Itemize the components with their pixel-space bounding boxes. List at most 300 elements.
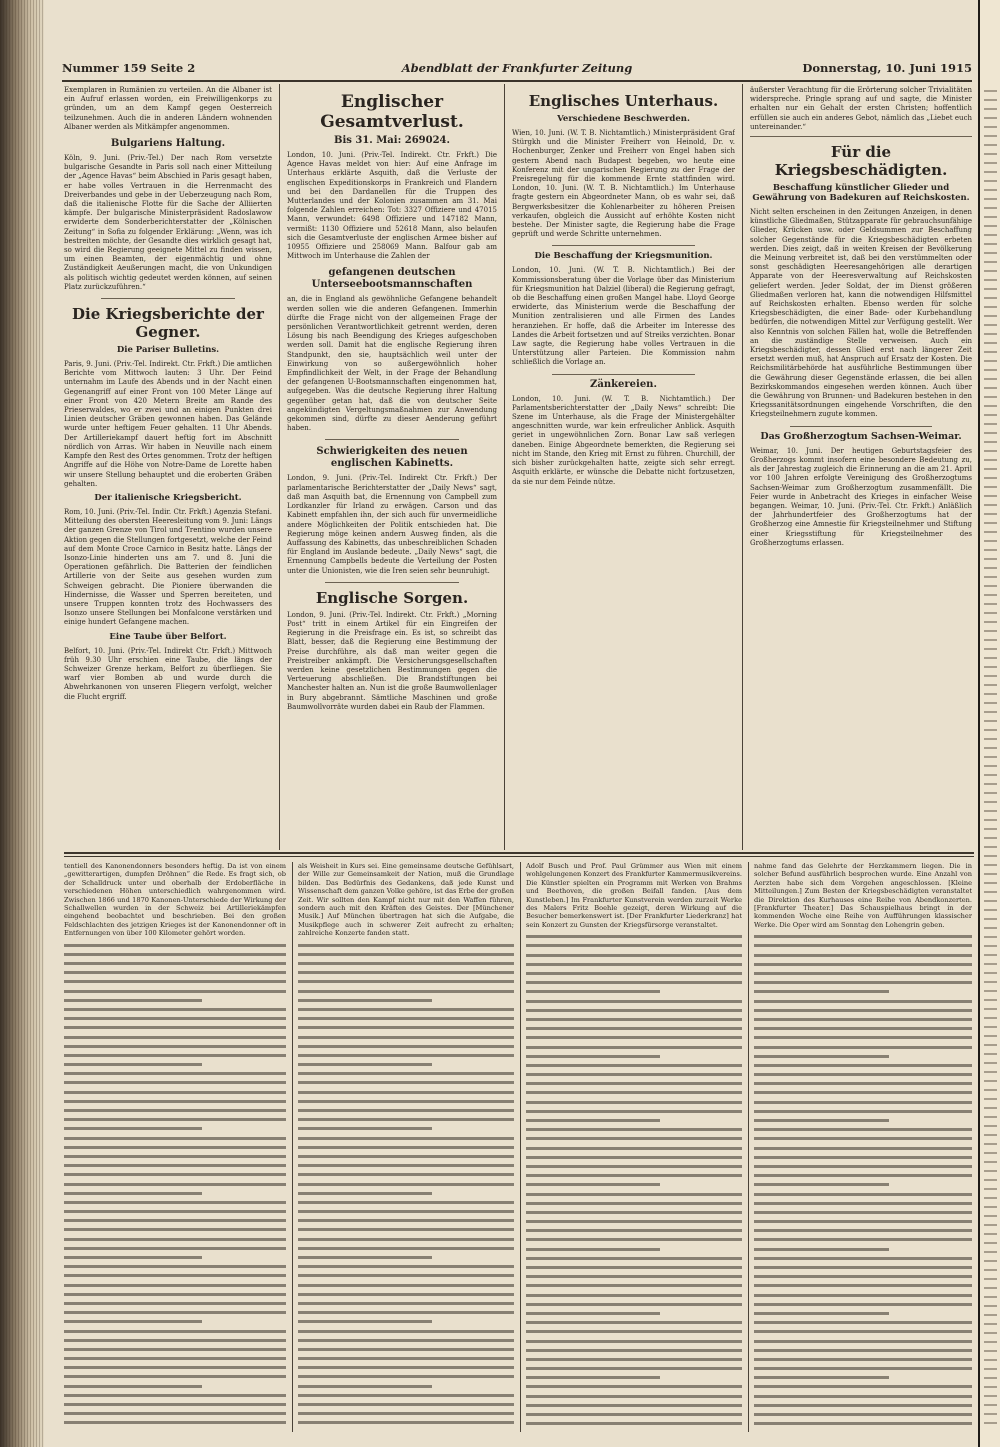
adjacent-page-line — [984, 567, 997, 569]
adjacent-page-line — [984, 90, 997, 92]
article-text: an, die in England als gewöhnliche Gefangene behandelt werden sollen wie die anderen Gefangenen. Immerhin dürfte die Frage nicht von der allgemeinen Frage der persönlichen Verantwortlichkeit getrennt werden, deren Lösung bis nach Beendigung des Krieges aufgeschoben werden soll. Damit hat die englische Regierung ihren Standpunkt, den sie, hauptsächlich weil unter der Einwirkung von so außergewöhnlich hoher Empfindlichkeit der Welt, in der Frage der Behandlung der gefangenen U-Bootsmannschaften eingenommen hat, aufgegeben. Was die deutsche Regierung ihrer Haltung gegenüber getan hat, daß die von deutscher Seite angekündigten Vergeltungsmaßnahmen zur Anwendung gekommen sind, dürfte zu dieser Aenderung geführt haben. — [287, 295, 497, 433]
text-line — [298, 1208, 514, 1216]
adjacent-page-line — [984, 990, 997, 992]
adjacent-page-line — [984, 1215, 997, 1217]
text-line — [526, 1282, 742, 1290]
adjacent-page-line — [984, 1197, 997, 1199]
adjacent-page-line — [984, 117, 997, 119]
adjacent-page-line — [984, 486, 997, 488]
text-line — [298, 960, 514, 968]
text-line — [526, 1099, 742, 1107]
column-2 — [287, 86, 497, 848]
text-line — [64, 1337, 286, 1345]
text-line — [64, 1107, 286, 1115]
article-text: London, 9. Juni. (Priv.-Tel. Indirekt. Ctr. Frkft.) „Morning Post“ tritt in einem Artikel für ein Eingreifen der Regierung in die Preisfrage ein. Es ist, so schreibt das Blatt, besser, daß die Regierung eine Bestimmung der Preise durchführe, als daß man weiter gegen die Preistreiber ankämpft. Die Versicherungsgesellschaften werden keine gesetzlichen Bestimmungen gegen die Verteuerung abschließen. Die Brandstiftungen bei Manchester halten an. Nun ist die große Baumwollenlager in Bury abgebrannt. Sämtliche Maschinen und große Baumwollvorräte wurden dabei ein Raub der Flammen. — [287, 610, 497, 711]
text-line — [64, 1171, 286, 1179]
text-line — [298, 1309, 514, 1317]
adjacent-page-line — [984, 918, 997, 920]
text-line — [754, 1338, 972, 1346]
text-line — [298, 1383, 432, 1391]
adjacent-page-line — [984, 594, 997, 596]
adjacent-page-line — [984, 963, 997, 965]
text-line — [64, 1079, 286, 1087]
text-line — [754, 1301, 972, 1309]
text-line — [526, 1181, 660, 1189]
text-line — [298, 1392, 514, 1400]
text-line — [298, 1061, 432, 1069]
text-line — [526, 1071, 742, 1079]
text-line — [298, 1410, 514, 1418]
text-line — [64, 1309, 286, 1317]
text-line — [64, 1263, 286, 1271]
text-line — [754, 1080, 972, 1088]
text-line — [526, 1420, 742, 1428]
text-line — [64, 1043, 286, 1051]
text-line — [526, 1236, 742, 1244]
subheadline-prosthetics: Beschaffung künstlicher Glieder und Gewährung von Badekuren auf Reichskosten. — [752, 183, 970, 204]
adjacent-page-line — [984, 153, 997, 155]
text-line — [64, 1125, 202, 1133]
adjacent-page-line — [984, 891, 997, 893]
headline-war-disabled: Für die Kriegsbeschädigten. — [774, 143, 948, 180]
adjacent-page-line — [984, 846, 997, 848]
adjacent-page-line — [984, 1161, 997, 1163]
adjacent-page-line — [984, 189, 997, 191]
column-rule — [748, 862, 749, 1432]
text-line — [754, 1420, 972, 1428]
column-3 — [512, 86, 735, 848]
text-line — [754, 1402, 972, 1410]
adjacent-page-line — [984, 774, 997, 776]
adjacent-page-line — [984, 999, 997, 1001]
adjacent-page-line — [984, 432, 997, 434]
feuilleton-column-2 — [298, 862, 514, 1432]
adjacent-page-line — [984, 1053, 997, 1055]
adjacent-page-line — [984, 225, 997, 227]
headline-saxe-weimar: Das Großherzogtum Sachsen-Weimar. — [760, 430, 962, 442]
adjacent-page-edge — [978, 0, 1000, 1447]
text-line — [754, 1209, 972, 1217]
text-line — [754, 1145, 972, 1153]
adjacent-page-line — [984, 1359, 997, 1361]
adjacent-page-line — [984, 720, 997, 722]
column-1 — [64, 86, 272, 848]
text-line — [298, 1052, 514, 1060]
text-line — [754, 1374, 889, 1382]
text-line — [754, 1099, 972, 1107]
text-line — [754, 1218, 972, 1226]
masthead — [62, 58, 972, 82]
feuilleton-column-1 — [64, 862, 286, 1432]
article-continuation: äußerster Verachtung für die Erörterung solcher Trivialitäten widerspreche. Pringle sprang auf und sagte, die Minister erhalten nur ein Gehalt der ersten Christen; hoffentlich erfüllen sie auch ein anderes Gebot, nämlich das „Liebet euch untereinander.“ — [750, 86, 972, 131]
text-line — [754, 1264, 972, 1272]
text-line — [64, 1383, 202, 1391]
text-line — [754, 1383, 972, 1391]
adjacent-page-line — [984, 684, 997, 686]
text-line — [754, 1108, 972, 1116]
adjacent-page-line — [984, 99, 997, 101]
text-line — [526, 1080, 742, 1088]
adjacent-page-line — [984, 1314, 997, 1316]
text-line — [298, 1291, 514, 1299]
adjacent-page-line — [984, 810, 997, 812]
text-line — [298, 1419, 514, 1427]
text-line — [526, 1089, 742, 1097]
text-line — [64, 1162, 286, 1170]
adjacent-page-line — [984, 1296, 997, 1298]
text-line — [754, 1411, 972, 1419]
adjacent-page-line — [984, 261, 997, 263]
adjacent-page-line — [984, 1224, 997, 1226]
text-line — [298, 1070, 514, 1078]
adjacent-page-line — [984, 342, 997, 344]
adjacent-page-line — [984, 1350, 997, 1352]
adjacent-page-line — [984, 1260, 997, 1262]
headline-english-worries: Englische Sorgen. — [315, 588, 469, 607]
adjacent-page-line — [984, 549, 997, 551]
text-line — [526, 1172, 742, 1180]
article-text: Rom, 10. Juni. (Priv.-Tel. Indir. Ctr. Frkft.) Agenzia Stefani. Mitteilung des obersten Heeresleitung vom 9. Juni: Längs der ganzen Grenze von Tirol und Trentino wurden unsere Aktion gegen die Stellungen fortgesetzt, welche der Feind auf dem Monte Croce Carnico in Besitz hatte. Längs der Isonzo-Linie hinderten uns am 7. und 8. Juni die Operationen gefährlich. Die Batterien der feindlichen Artillerie von der Seite aus gesehen wurden zum Schweigen gebracht. Die Pioniere überwanden die Hindernisse, die Wasser und Sperren bereiteten, und unsere Truppen konnten trotz des Hochwassers des Isonzo unsere Stellungen bei Monfalcone verstärken und einige hundert Gefangene machen. — [64, 507, 272, 627]
adjacent-page-line — [984, 324, 997, 326]
article-text: London, 10. Juni. (W. T. B. Nichtamtlich.) Der Parlamentsberichterstatter der „Daily News“ schreibt: Die Szene im Unterhause, als die Frage der Ministergehälter angeschnitten wurde, war kein erfreulicher Anblick. Asquith geriet in ungewöhnlichen Zorn. Bonar Law saß verlegen daneben. Einige Abgeordnete bemerkten, die Regierung sei nicht im Stande, den Krieg mit Ernst zu führen. Churchill, der sich bisher zurückgehalten hatte, zeigte sich sehr erregt. Asquith erklärte, er wünsche die Debatte nicht fortzusetzen, da sie nur dem Feinde nütze. — [512, 394, 735, 486]
adjacent-page-line — [984, 666, 997, 668]
text-line — [526, 1062, 742, 1070]
adjacent-page-line — [984, 459, 997, 461]
adjacent-page-line — [984, 693, 997, 695]
text-line — [754, 1053, 889, 1061]
adjacent-page-line — [984, 603, 997, 605]
adjacent-page-line — [984, 657, 997, 659]
text-line — [754, 1163, 972, 1171]
text-line — [754, 952, 972, 960]
text-line — [64, 1190, 202, 1198]
text-line — [298, 1318, 432, 1326]
text-line — [64, 978, 286, 986]
text-line — [754, 1319, 972, 1327]
adjacent-page-line — [984, 1080, 997, 1082]
adjacent-page-line — [984, 207, 997, 209]
text-line — [754, 1135, 972, 1143]
adjacent-page-line — [984, 1413, 997, 1415]
adjacent-page-line — [984, 1278, 997, 1280]
text-line — [64, 942, 286, 950]
adjacent-page-line — [984, 1026, 997, 1028]
text-line — [298, 1089, 514, 1097]
text-line — [526, 1255, 742, 1263]
text-line — [298, 1153, 514, 1161]
adjacent-page-line — [984, 972, 997, 974]
text-line — [526, 1154, 742, 1162]
adjacent-page-line — [984, 333, 997, 335]
text-line — [298, 1401, 514, 1409]
divider — [325, 582, 459, 583]
text-line — [64, 1226, 286, 1234]
adjacent-page-line — [984, 144, 997, 146]
text-line — [298, 1190, 432, 1198]
text-line — [64, 1006, 286, 1014]
text-line — [298, 1245, 514, 1253]
adjacent-page-line — [984, 1368, 997, 1370]
article-text: Nicht selten erscheinen in den Zeitungen Anzeigen, in denen künstliche Gliedmaßen, Stützapparate für gebrauchsunfähige Glieder, Krücken usw. oder Geldsummen zur Beschaffung solcher Gegenstände für die Kriegsbeschädigten erbeten werden. Dies zeigt, daß in weiten Kreisen der Bevölkerung die Meinung verbreitet ist, daß bei den verstümmelten oder sonst geschädigten Heeresangehörigen alle derartigen Apparate von der Heeresverwaltung auf Reichskosten geliefert werden. Jeder Soldat, der im Dienst größeren Gliedmaßen verloren hat, kann die notwendigen Hilfsmittel auf Reichskosten erhalten. Ebenso werden für solche Kriegsbeschädigten, die einer Bade- oder Kurbehandlung bedürfen, die notwendigen Mittel zur Verfügung gestellt. Wer also Kenntnis von solchen Fällen hat, wolle die Betreffenden an die zuständige Stelle verweisen. Auch ein Kriegsbeschädigter, dessen Glied erst nach längerer Zeit ersetzt werden muß, hat Anspruch auf Ersatz der Kosten. Die Reichsmilitärbehörde hat ausführliche Bestimmungen über die Gewährung dieser Gegenstände erlassen, die bei allen Bezirkskommandos eingesehen werden können. Auch über die Gewährung von Brunnen- und Badekuren bestehen in den Kriegssanitätsordnungen eingehende Vorschriften, die den Kriegsteilnehmern zugute kommen. — [750, 208, 972, 419]
adjacent-page-line — [984, 495, 997, 497]
text-line — [754, 998, 972, 1006]
adjacent-page-line — [984, 1233, 997, 1235]
adjacent-page-line — [984, 909, 997, 911]
text-line — [526, 1374, 660, 1382]
text-line — [526, 1402, 742, 1410]
adjacent-page-line — [984, 1098, 997, 1100]
adjacent-page-line — [984, 243, 997, 245]
column-rule — [504, 84, 505, 850]
text-line — [526, 1411, 742, 1419]
newspaper-title: Abendblatt der Frankfurter Zeitung — [401, 61, 633, 75]
text-line — [526, 1135, 742, 1143]
subheadline-total: Bis 31. Mai: 269024. — [334, 135, 450, 146]
adjacent-page-line — [984, 558, 997, 560]
headline-prisoners: gefangenen deutschen Unterseebootsmannschaften — [311, 267, 473, 291]
feuilleton-text: nahme fand das Gelehrte der Herzkammern liegen. Die in solcher Befund ausführlich besprochen wurde. Eine Anzahl von Aerzten habe sich dem Vorgehen angeschlossen. [Kleine Mitteilungen.] Zum Besten der Kriegsbeschädigten veranstaltet die Direktion des Kurhauses eine Reihe von Abendkonzerten. [Frankfurter Theater.] Das Schauspielhaus bringt in der kommenden Woche eine Reihe von Aufführungen klassischer Werke. Die Oper wird am Sonntag den Lohengrin geben. — [754, 862, 972, 929]
headline-english-losses: Englischer Gesamtverlust. — [320, 92, 464, 132]
adjacent-page-line — [984, 378, 997, 380]
divider — [750, 136, 972, 137]
adjacent-page-line — [984, 279, 997, 281]
issue-date: Donnerstag, 10. Juni 1915 — [802, 61, 972, 75]
adjacent-page-line — [984, 1143, 997, 1145]
text-line — [526, 1200, 742, 1208]
text-line — [526, 1365, 742, 1373]
text-line — [64, 1318, 202, 1326]
text-line — [64, 997, 202, 1005]
adjacent-page-line — [984, 765, 997, 767]
text-line — [754, 1273, 972, 1281]
text-line — [526, 1273, 742, 1281]
subheadline-quarrels: Zänkereien. — [590, 378, 657, 390]
text-line — [526, 1356, 742, 1364]
text-line — [754, 1292, 972, 1300]
adjacent-page-line — [984, 387, 997, 389]
feuilleton-rule — [64, 856, 974, 857]
text-line — [64, 1291, 286, 1299]
text-line — [64, 1373, 286, 1381]
text-line — [64, 969, 286, 977]
adjacent-page-line — [984, 531, 997, 533]
text-line — [754, 1393, 972, 1401]
adjacent-page-line — [984, 1170, 997, 1172]
text-line — [754, 1181, 889, 1189]
adjacent-page-line — [984, 252, 997, 254]
feuilleton-text: als Weisheit in Kurs sei. Eine gemeinsame deutsche Gefühlsart, der Wille zur Gemeinsamkeit der Nation, muß die Grundlage bilden. Das Bedürfnis des Gedankens, daß jede Kunst und Wissenschaft dem ganzen Volke gehöre, ist das Erbe der großen Zeit. Wir sollten den Kampf nicht nur mit den Waffen führen, sondern auch mit den Kräften des Geistes. Der [Münchener Musik.] Auf München übertragen hat sich die Aufgabe, die Musikpflege auch in schwerer Zeit aufrecht zu erhalten; zahlreiche Konzerte fanden statt. — [298, 862, 514, 938]
text-line — [64, 1245, 286, 1253]
headline-war-reports: Die Kriegsberichte der Gegner. — [72, 305, 264, 342]
text-line — [64, 1015, 286, 1023]
filler-lines — [298, 942, 514, 1428]
adjacent-page-line — [984, 585, 997, 587]
adjacent-page-line — [984, 477, 997, 479]
adjacent-page-line — [984, 396, 997, 398]
text-line — [526, 1053, 660, 1061]
text-line — [526, 1319, 742, 1327]
text-line — [64, 1254, 202, 1262]
text-line — [298, 1272, 514, 1280]
text-line — [64, 1116, 286, 1124]
text-line — [754, 1172, 972, 1180]
text-line — [64, 1181, 286, 1189]
text-line — [754, 1255, 972, 1263]
adjacent-page-line — [984, 738, 997, 740]
adjacent-page-line — [984, 729, 997, 731]
adjacent-page-line — [984, 819, 997, 821]
filler-lines — [526, 933, 742, 1428]
text-line — [526, 1117, 660, 1125]
divider — [101, 298, 234, 299]
article-text: Paris, 9. Juni. (Priv.-Tel. Indirekt. Ctr. Frkft.) Die amtlichen Berichte vom Mittwoch lauten: 3 Uhr. Der Feind unternahm im Laufe des Abends und in der Nacht einen Gegenangriff auf einer Front von 100 Meter Länge auf einer Front von 420 Metern Breite am Rande des Prieserwaldes, wo er zwei und an einigen Punkten drei Linien deutscher Gräben gewonnen haben. Das Gelände wurde unter heftigem Feuer gehalten. 11 Uhr Abends. Der Artilleriekampf dauert heftig fort im Abschnitt nördlich von Arras. Wir haben in Neuville nach einem Kampfe den Rest des Ortes genommen. Trotz der heftigen Angriffe auf die Höhe von Notre-Dame de Lorette haben wir unsere Stellung behauptet und die eroberten Gräben gehalten. — [64, 360, 272, 488]
text-line — [526, 1310, 660, 1318]
text-line — [754, 1200, 972, 1208]
text-line — [298, 942, 514, 950]
text-line — [298, 1116, 514, 1124]
adjacent-page-line — [984, 639, 997, 641]
adjacent-page-line — [984, 711, 997, 713]
text-line — [298, 1337, 514, 1345]
text-line — [64, 988, 286, 996]
text-line — [298, 1355, 514, 1363]
subheadline-complaints: Verschiedene Beschwerden. — [557, 114, 690, 124]
text-line — [526, 1163, 742, 1171]
adjacent-page-line — [984, 1107, 997, 1109]
text-line — [298, 1043, 514, 1051]
text-line — [298, 1135, 514, 1143]
filler-lines — [64, 942, 286, 1428]
adjacent-page-line — [984, 234, 997, 236]
text-line — [754, 1365, 972, 1373]
text-line — [526, 1246, 660, 1254]
adjacent-page-line — [984, 270, 997, 272]
text-line — [298, 1328, 514, 1336]
adjacent-page-line — [984, 369, 997, 371]
text-line — [64, 1282, 286, 1290]
text-line — [64, 1052, 286, 1060]
text-line — [64, 1061, 202, 1069]
adjacent-page-line — [984, 702, 997, 704]
text-line — [298, 1236, 514, 1244]
text-line — [298, 1373, 514, 1381]
adjacent-page-line — [984, 1062, 997, 1064]
text-line — [64, 1144, 286, 1152]
text-line — [526, 1126, 742, 1134]
text-line — [526, 1292, 742, 1300]
text-line — [298, 1346, 514, 1354]
subheadline-paris: Die Pariser Bulletins. — [116, 345, 220, 356]
adjacent-page-line — [984, 360, 997, 362]
feuilleton-column-4 — [754, 862, 972, 1432]
adjacent-page-line — [984, 621, 997, 623]
adjacent-page-line — [984, 513, 997, 515]
adjacent-page-line — [984, 1152, 997, 1154]
adjacent-page-line — [984, 873, 997, 875]
text-line — [298, 1254, 432, 1262]
text-line — [298, 1098, 514, 1106]
adjacent-page-line — [984, 747, 997, 749]
text-line — [526, 1007, 742, 1015]
text-line — [298, 1199, 514, 1207]
text-line — [754, 1007, 972, 1015]
text-line — [298, 1217, 514, 1225]
text-line — [64, 1199, 286, 1207]
article-text: London, 9. Juni. (Priv.-Tel. Indirekt Ctr. Frkft.) Der parlamentarische Berichterstatter der „Daily News“ sagt, daß man Asquith bat, die Ernennung von Campbell zum Lordkanzler für Irland zu erwägen. Carson und das Kabinett empfahlen ihn, der sich auch für unvermeidliche andere Möglichkeiten der Politik entschieden hat. Die Regierung möge keinen andern Ausweg finden, als die Auffassung des Kabinetts, das unbeschreiblichen Schaden für England im Auslande bedeute. „Daily News“ sagt, die Ernennung Campbells bedeute die Verteilung der Posten unter die Unionisten, wie die Iren seien sehr beunruhigt. — [287, 474, 497, 575]
adjacent-page-line — [984, 108, 997, 110]
adjacent-page-line — [984, 441, 997, 443]
subheadline-italy: Der italienische Kriegsbericht. — [94, 492, 242, 503]
adjacent-page-line — [984, 315, 997, 317]
text-line — [298, 1282, 514, 1290]
text-line — [754, 1236, 972, 1244]
adjacent-page-line — [984, 900, 997, 902]
text-line — [64, 1034, 286, 1042]
text-line — [298, 1144, 514, 1152]
adjacent-page-line — [984, 297, 997, 299]
text-line — [526, 1044, 742, 1052]
adjacent-page-line — [984, 945, 997, 947]
adjacent-page-line — [984, 1017, 997, 1019]
text-line — [64, 1364, 286, 1372]
text-line — [526, 933, 742, 941]
divider — [325, 439, 459, 440]
adjacent-page-line — [984, 450, 997, 452]
text-line — [526, 1191, 742, 1199]
text-line — [298, 1364, 514, 1372]
article-text: Belfort, 10. Juni. (Priv.-Tel. Indirekt Ctr. Frkft.) Mittwoch früh 9.30 Uhr erschien eine Taube, die längs der Schweizer Grenze herkam, Belfort zu überfliegen. Sie warf vier Bomben ab und wurde durch die Abwehrkanonen von unseren Fliegern verfolgt, welcher die Flucht ergriff. — [64, 646, 272, 701]
adjacent-page-line — [984, 126, 997, 128]
adjacent-page-line — [984, 675, 997, 677]
text-line — [526, 1347, 742, 1355]
text-line — [64, 960, 286, 968]
text-line — [526, 942, 742, 950]
text-line — [526, 970, 742, 978]
adjacent-page-line — [984, 504, 997, 506]
text-line — [64, 1419, 286, 1427]
article-text: Wien, 10. Juni. (W. T. B. Nichtamtlich.) Ministerpräsident Graf Stürgkh und die Minister Freiherr von Heinold, Dr. v. Hochenburger, Zenker und Freiherr von Engel haben sich gestern Abend nach Budapest begeben, wo heute eine Konferenz mit der ungarischen Regierung zu der Frage der Preisregelung für die kommende Ernte stattfinden wird. London, 10. Juni. (W. T. B. Nichtamtlich.) Im Unterhause fragte gestern ein Abgeordneter Mann, ob es wahr sei, daß Bergwerksbesitzer die Kohlenarbeiter zu höheren Preisen verkaufen, obgleich die Aussicht auf erhöhte Kosten nicht bestehe. Der Minister sagte, die Regierung habe die Frage geprüft und werde Schritte unternehmen. — [512, 129, 735, 239]
text-line — [526, 1264, 742, 1272]
text-line — [526, 961, 742, 969]
adjacent-page-line — [984, 981, 997, 983]
adjacent-page-line — [984, 414, 997, 416]
text-line — [64, 1272, 286, 1280]
adjacent-page-line — [984, 1134, 997, 1136]
adjacent-page-line — [984, 828, 997, 830]
column-rule — [742, 84, 743, 850]
text-line — [298, 1263, 514, 1271]
headline-house-of-commons: Englisches Unterhaus. — [528, 92, 719, 110]
article-text: London, 10. Juni. (Priv.-Tel. Indirekt. Ctr. Frkft.) Die Agence Havas meldet von hier: Auf eine Anfrage im Unterhaus erklärte Asquith, daß die Verluste der englischen Expeditionskorps in Frankreich und Flandern und bei den Dardanellen für die Truppen des Mutterlandes und der Kolonien zusammen am 31. Mai folgende Zahlen erreichen: Tot: 3327 Offiziere und 47015 Mann, verwundet: 6498 Offiziere und 147182 Mann, vermißt: 1130 Offiziere und 52618 Mann, also belaufen sich die Gesamtverluste der englischen Armee bisher auf 10955 Offiziere und 258069 Mann. Balfour gab am Mittwoch im Unterhause die Zahlen der — [287, 151, 497, 261]
text-line — [298, 1300, 514, 1308]
text-line — [64, 1208, 286, 1216]
text-line — [298, 1181, 514, 1189]
adjacent-page-line — [984, 1179, 997, 1181]
text-line — [526, 1025, 742, 1033]
text-line — [64, 1024, 286, 1032]
text-line — [298, 1226, 514, 1234]
adjacent-page-line — [984, 927, 997, 929]
text-line — [526, 952, 742, 960]
text-line — [754, 933, 972, 941]
text-line — [298, 951, 514, 959]
adjacent-page-line — [984, 576, 997, 578]
adjacent-page-line — [984, 135, 997, 137]
text-line — [298, 1171, 514, 1179]
text-line — [754, 1154, 972, 1162]
text-line — [298, 1024, 514, 1032]
adjacent-page-line — [984, 540, 997, 542]
